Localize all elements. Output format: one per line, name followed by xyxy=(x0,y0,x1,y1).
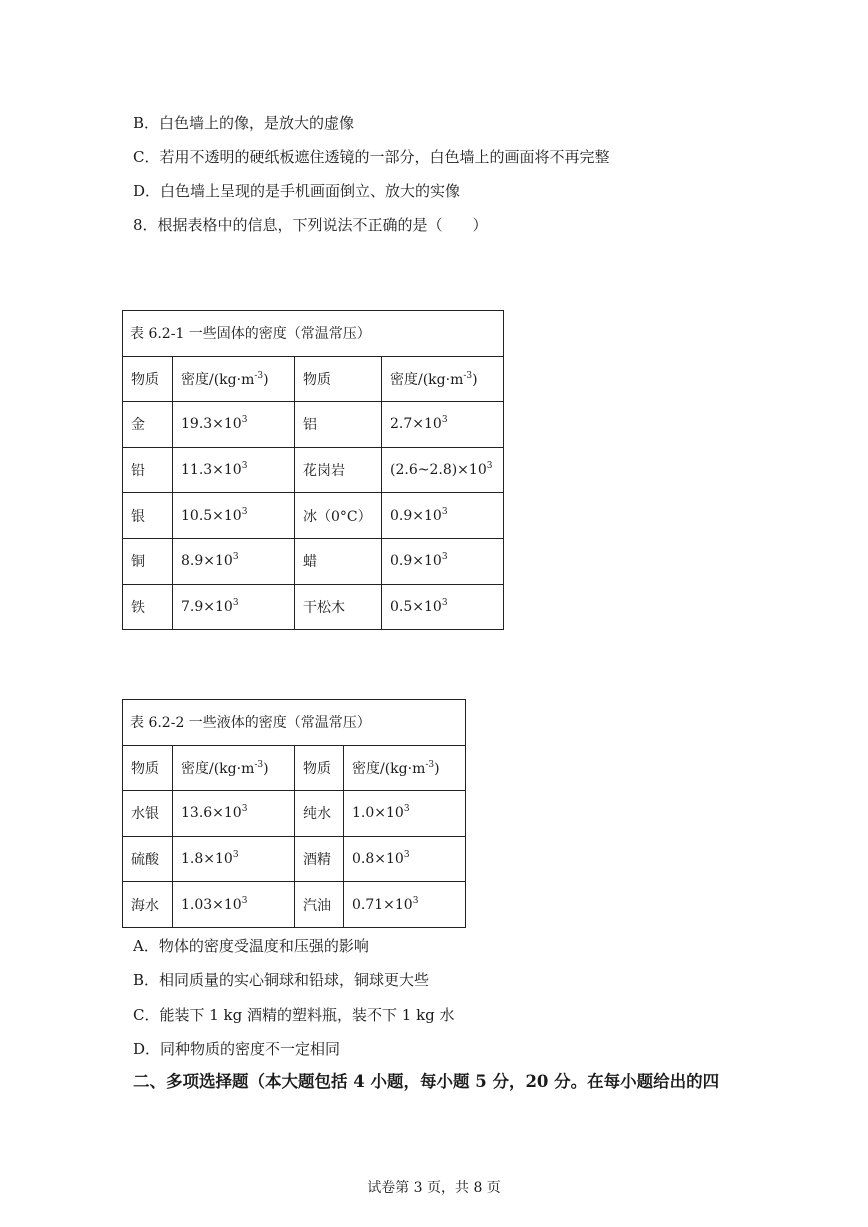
substance-cell: 花岗岩 xyxy=(295,447,382,493)
density-cell: $11.3\times 10^3$ xyxy=(173,447,295,493)
section-heading: 二、多项选择题（本大题包括 4 小题，每小题 5 分，20 分。在每小题给出的四 xyxy=(133,1072,720,1091)
substance-cell: 汽油 xyxy=(295,882,344,928)
substance-cell: 冰（0°C） xyxy=(295,493,382,539)
table-row xyxy=(123,791,466,837)
option-7c: C．若用不透明的硬纸板遮住透镜的一部分，白色墙上的画面将不再完整 xyxy=(133,148,610,166)
option-8d: D．同种物质的密度不一定相同 xyxy=(133,1040,341,1058)
option-8a: A．物体的密度受温度和压强的影响 xyxy=(133,937,369,955)
header-cell: 密度$/(kg\cdot m^{-3})$ xyxy=(173,745,295,791)
substance-cell: 干松木 xyxy=(295,584,382,630)
table-header-row xyxy=(123,356,504,402)
substance-cell: 铅 xyxy=(123,447,173,493)
substance-cell: 金 xyxy=(123,402,173,448)
substance-cell: 铁 xyxy=(123,584,173,630)
density-cell: $0.8\times 10^3$ xyxy=(344,836,466,882)
substance-cell: 硫酸 xyxy=(123,836,173,882)
substance-cell: 海水 xyxy=(123,882,173,928)
substance-cell: 铝 xyxy=(295,402,382,448)
table-row xyxy=(123,836,466,882)
substance-cell: 蜡 xyxy=(295,538,382,584)
header-cell: 物质 xyxy=(295,745,344,791)
table-row xyxy=(123,538,504,584)
substance-cell: 酒精 xyxy=(295,836,344,882)
density-cell: $1.03\times 10^3$ xyxy=(173,882,295,928)
header-cell: 物质 xyxy=(123,745,173,791)
header-cell: 物质 xyxy=(295,356,382,402)
substance-cell: 铜 xyxy=(123,538,173,584)
table-row xyxy=(123,493,504,539)
table-row xyxy=(123,402,504,448)
table-caption: 表 6.2-2 一些液体的密度（常温常压） xyxy=(123,700,466,746)
question-8-stem: 8．根据表格中的信息，下列说法不正确的是（ ） xyxy=(133,216,488,234)
substance-cell: 银 xyxy=(123,493,173,539)
header-cell: 密度$/(kg\cdot m^{-3})$ xyxy=(344,745,466,791)
option-7d: D．白色墙上呈现的是手机画面倒立、放大的实像 xyxy=(133,182,461,200)
substance-cell: 纯水 xyxy=(295,791,344,837)
table-header-row xyxy=(123,745,466,791)
table-row xyxy=(123,882,466,928)
density-cell: $0.71\times 10^3$ xyxy=(344,882,466,928)
density-cell: $2.7\times 10^3$ xyxy=(382,402,504,448)
page-footer: 试卷第 3 页，共 8 页 xyxy=(367,1180,501,1196)
density-cell: $10.5\times 10^3$ xyxy=(173,493,295,539)
density-cell: $7.9\times 10^3$ xyxy=(173,584,295,630)
table-caption: 表 6.2-1 一些固体的密度（常温常压） xyxy=(123,311,504,357)
option-8b: B．相同质量的实心铜球和铅球，铜球更大些 xyxy=(133,971,430,989)
density-cell: $8.9\times 10^3$ xyxy=(173,538,295,584)
liquid-density-table xyxy=(122,699,466,928)
header-cell: 物质 xyxy=(123,356,173,402)
table-row xyxy=(123,447,504,493)
solid-density-table xyxy=(122,310,504,630)
density-cell: $0.9\times 10^3$ xyxy=(382,538,504,584)
density-cell: $(2.6\sim 2.8)\times 10^3$ xyxy=(382,447,504,493)
option-7b: B．白色墙上的像，是放大的虚像 xyxy=(133,114,355,132)
density-cell: $1.8\times 10^3$ xyxy=(173,836,295,882)
density-cell: $19.3\times 10^3$ xyxy=(173,402,295,448)
option-8c: C．能装下 1 kg 酒精的塑料瓶，装不下 1 kg 水 xyxy=(133,1006,455,1024)
density-cell: $0.5\times 10^3$ xyxy=(382,584,504,630)
density-cell: $13.6\times 10^3$ xyxy=(173,791,295,837)
density-cell: $1.0\times 10^3$ xyxy=(344,791,466,837)
table-row xyxy=(123,584,504,630)
substance-cell: 水银 xyxy=(123,791,173,837)
header-cell: 密度$/(kg\cdot m^{-3})$ xyxy=(173,356,295,402)
header-cell: 密度$/(kg\cdot m^{-3})$ xyxy=(382,356,504,402)
density-cell: $0.9\times 10^3$ xyxy=(382,493,504,539)
